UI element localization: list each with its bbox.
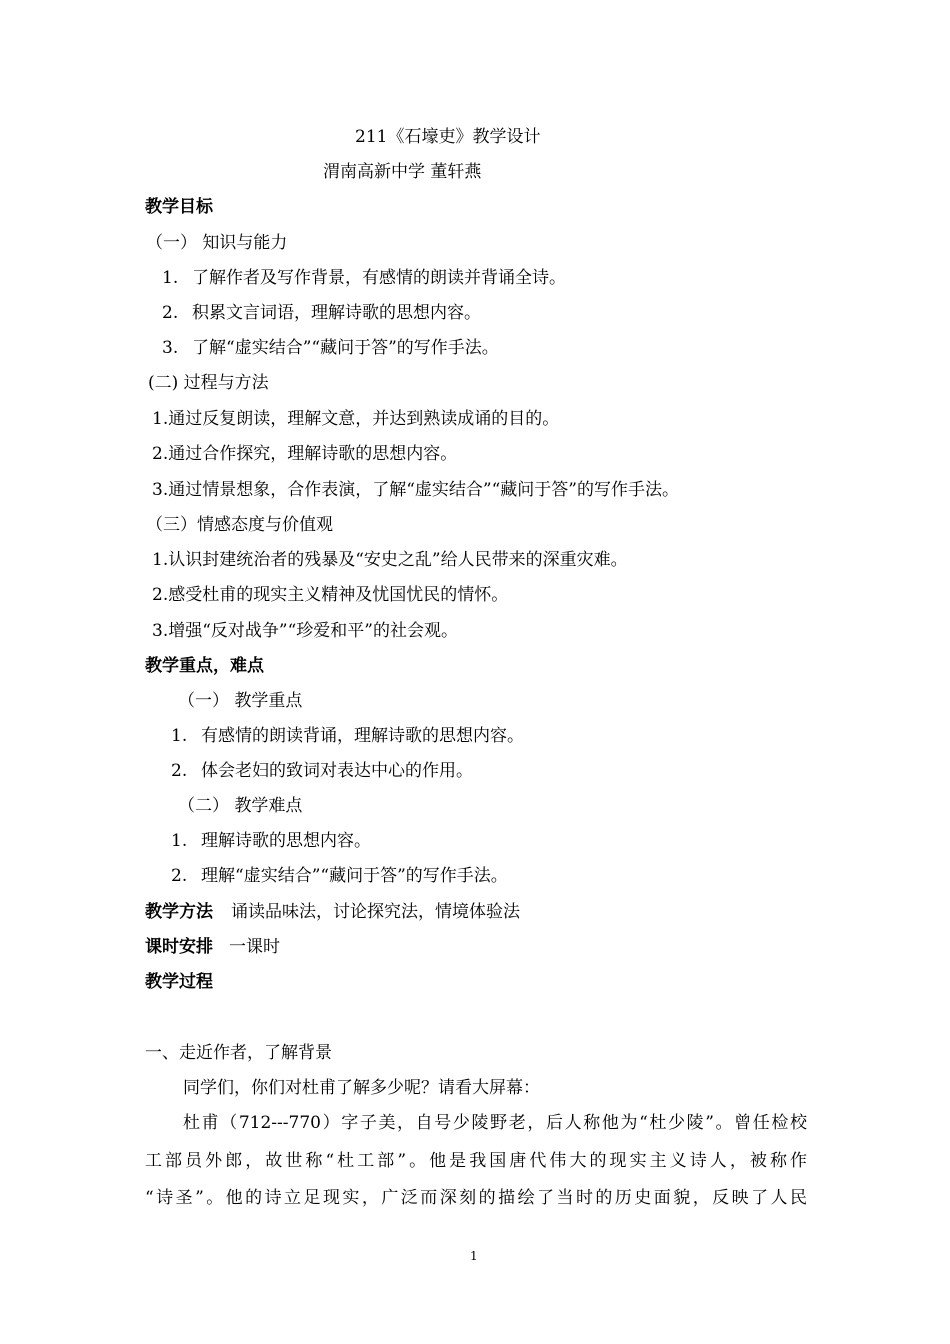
focus-item — [171, 760, 473, 782]
item-text: 积累文言词语，理解诗歌的思想内容。 — [192, 303, 481, 323]
section-intro: 同学们，你们对杜甫了解多少呢？请看大屏幕： — [183, 1078, 540, 1098]
process-method-heading: (二) 过程与方法 — [148, 373, 269, 393]
method-text: 诵读品味法，讨论探究法，情境体验法 — [231, 902, 520, 922]
knowledge-item — [162, 267, 566, 289]
item-text: 了解“虚实结合”“藏问于答”的写作手法。 — [192, 338, 499, 358]
difficulty-item — [171, 830, 371, 852]
item-number: 1. — [171, 831, 188, 851]
knowledge-item — [162, 302, 481, 324]
process-method-item: 2.通过合作探究，理解诗歌的思想内容。 — [152, 444, 458, 464]
item-number: 2. — [162, 303, 179, 323]
emotion-item: 2.感受杜甫的现实主义精神及忧国忧民的情怀。 — [152, 585, 509, 605]
method-line — [145, 901, 520, 923]
item-text: 体会老妇的致词对表达中心的作用。 — [201, 761, 473, 781]
emotion-item: 1.认识封建统治者的残暴及“安史之乱”给人民带来的深重灾难。 — [152, 550, 628, 570]
page-number: 1 — [470, 1249, 478, 1263]
process-method-item: 1.通过反复朗读，理解文意，并达到熟读成诵的目的。 — [152, 409, 560, 429]
difficulty-heading: （二） 教学难点 — [178, 796, 303, 816]
item-text: 有感情的朗读背诵，理解诗歌的思想内容。 — [201, 726, 524, 746]
focus-item — [171, 725, 524, 747]
schedule-text: 一课时 — [229, 937, 280, 957]
knowledge-item — [162, 337, 499, 359]
keypoints-heading: 教学重点，难点 — [145, 656, 264, 676]
schedule-label: 课时安排 — [145, 937, 213, 957]
knowledge-heading: （一） 知识与能力 — [146, 233, 288, 253]
difficulty-item — [171, 865, 508, 887]
item-number: 2. — [171, 761, 188, 781]
objectives-heading: 教学目标 — [145, 197, 213, 217]
item-number: 1. — [162, 268, 179, 288]
method-label: 教学方法 — [145, 902, 213, 922]
item-text: 理解诗歌的思想内容。 — [201, 831, 371, 851]
emotion-heading: （三）情感态度与价值观 — [146, 515, 333, 535]
paragraph-line: 工部员外郎，故世称“杜工部”。他是我国唐代伟大的现实主义诗人，被称作 — [145, 1151, 807, 1171]
item-text: 了解作者及写作背景，有感情的朗读并背诵全诗。 — [192, 268, 566, 288]
emotion-item: 3.增强“反对战争”“珍爱和平”的社会观。 — [152, 621, 458, 641]
item-text: 理解“虚实结合”“藏问于答”的写作手法。 — [201, 866, 508, 886]
paragraph-line: 杜甫（712---770）字子美，自号少陵野老，后人称他为“杜少陵”。曾任检校 — [183, 1113, 807, 1133]
process-method-item: 3.通过情景想象，合作表演，了解“虚实结合”“藏问于答”的写作手法。 — [152, 480, 679, 500]
focus-heading: （一） 教学重点 — [178, 691, 303, 711]
document-title: 211《石壕吏》教学设计 — [355, 127, 541, 147]
item-number: 2. — [171, 866, 188, 886]
author-line: 渭南高新中学 董轩燕 — [323, 162, 482, 182]
paragraph-line: “诗圣”。他的诗立足现实，广泛而深刻的描绘了当时的历史面貌，反映了人民 — [145, 1188, 807, 1208]
schedule-line — [145, 936, 280, 958]
section-heading: 一、走近作者，了解背景 — [145, 1043, 332, 1063]
process-heading: 教学过程 — [145, 972, 213, 992]
item-number: 1. — [171, 726, 188, 746]
item-number: 3. — [162, 338, 179, 358]
